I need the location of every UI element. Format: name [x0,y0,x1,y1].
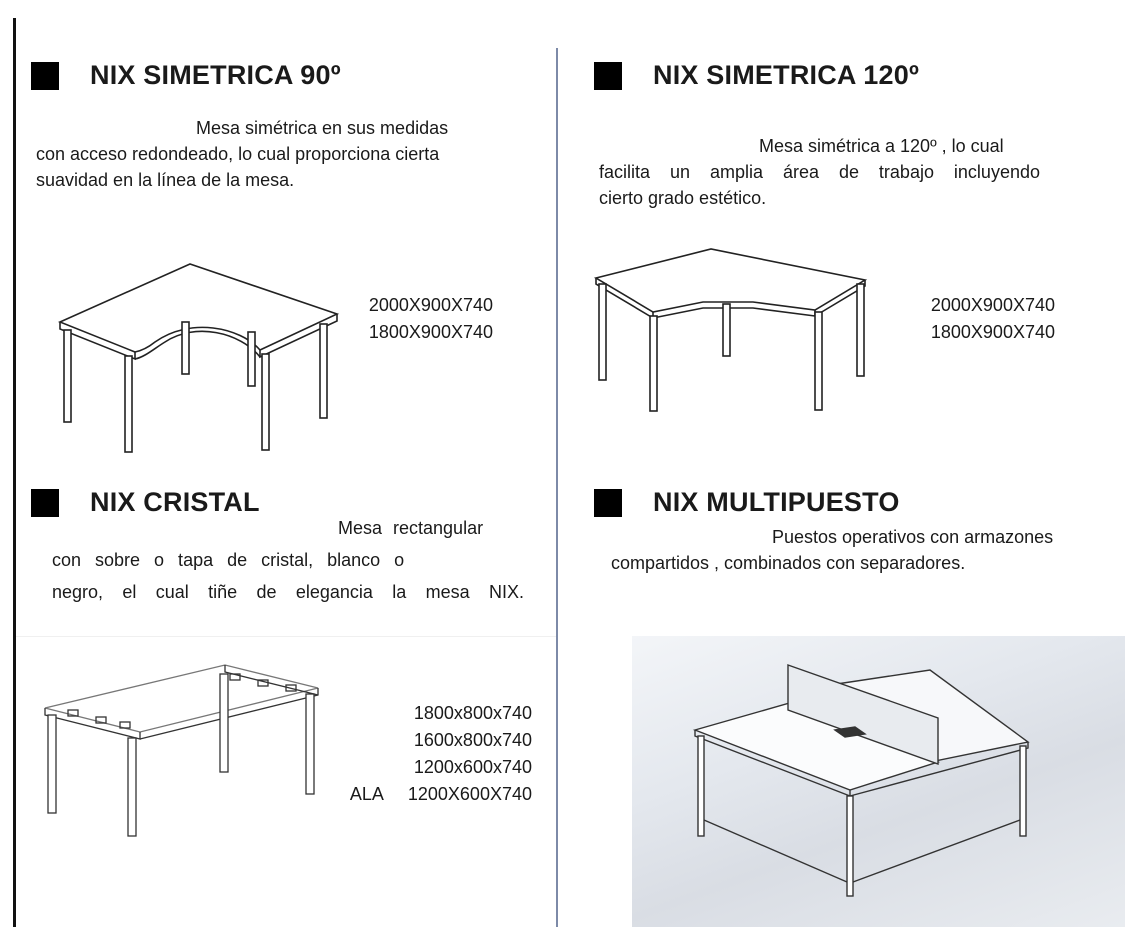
dimension-row [340,292,493,319]
left-border-rule [13,18,16,927]
section-header-multipuesto [594,487,900,518]
description-line: Mesa rectangular [338,518,484,538]
description-line: con acceso redondeado, lo cual proporciona cierta [36,144,440,164]
dimension-value: 2000X900X740 [368,295,493,315]
description-line: Mesa simétrica en sus medidas [196,118,449,138]
section-description [36,115,506,193]
dimension-value: 1800X900X740 [368,322,493,342]
section-title: NIX MULTIPUESTO [653,487,900,517]
description-line: Mesa simétrica a 120º , lo cual [759,136,1004,156]
faint-divider [16,636,556,637]
dimension-value: 1200x600x740 [413,757,532,777]
section-header-simetrica-120 [594,60,919,91]
description-line: negro, el cual tiñe de elegancia la mesa NIX. [52,582,524,602]
section-header-simetrica-90 [31,60,341,91]
dimension-row [900,319,1055,346]
dimension-value: 1200X600X740 [407,784,532,804]
dimensions-list [900,292,1055,346]
square-bullet-icon [594,489,622,517]
dimensions-list [320,700,532,808]
dimension-row [340,319,493,346]
square-bullet-icon [31,62,59,90]
description-line: con sobre o tapa de cristal, blanco o [52,550,405,570]
section-description [52,512,524,608]
dimensions-list [340,292,493,346]
dimension-value: 2000X900X740 [930,295,1055,315]
desk-120-drawing [593,246,873,416]
dimension-row [320,781,532,808]
description-line: suavidad en la línea de la mesa. [36,170,295,190]
dimension-row [320,700,532,727]
section-title: NIX SIMETRICA 90º [90,60,341,90]
dimension-value: 1800X900X740 [930,322,1055,342]
section-description [611,524,1091,576]
description-line: cierto grado estético. [599,188,767,208]
desk-multipuesto-drawing [690,660,1035,900]
description-line: Puestos operativos con armazones [772,527,1054,547]
desk-cristal-drawing [40,660,330,840]
desk-90-drawing [55,262,345,457]
section-description [599,133,1040,211]
dimension-row [320,727,532,754]
center-divider [556,48,558,927]
dimension-row [900,292,1055,319]
dimension-value: 1800x800x740 [413,703,532,723]
square-bullet-icon [594,62,622,90]
section-title: NIX SIMETRICA 120º [653,60,920,90]
description-line: compartidos , combinados con separadores. [611,553,966,573]
dimension-prefix: ALA [349,784,384,804]
description-line: facilita un amplia área de trabajo incluyendo [599,162,1040,182]
dimension-row [320,754,532,781]
dimension-value: 1600x800x740 [413,730,532,750]
section-title: NIX CRISTAL [90,487,260,517]
